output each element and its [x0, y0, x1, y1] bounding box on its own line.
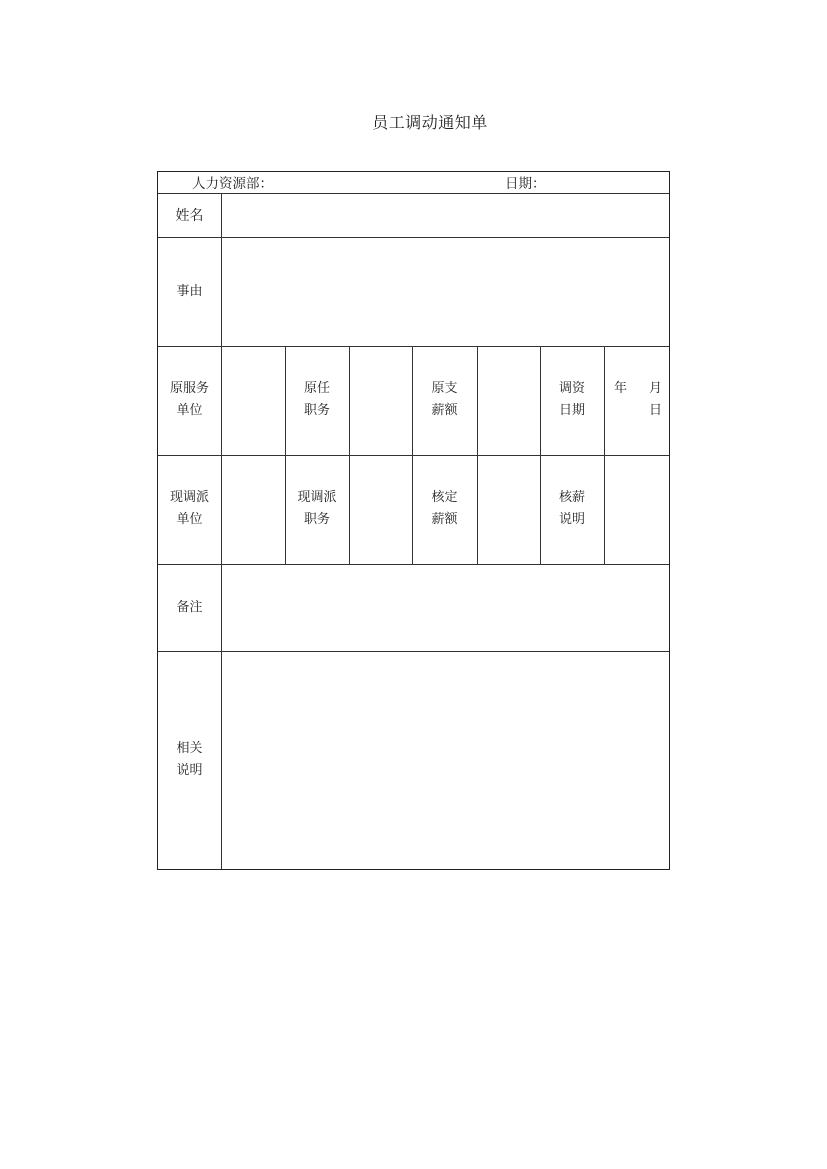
current-position-label-line1: 现调派 [297, 490, 337, 505]
current-position-label-line2: 职务 [303, 512, 330, 527]
salary-adjust-date-label-line2: 日期 [558, 403, 585, 418]
transfer-form [157, 171, 670, 870]
original-unit-label-line1: 原服务 [169, 381, 209, 396]
reason-field[interactable] [222, 238, 669, 346]
date-label: 日期： [505, 176, 546, 192]
current-unit-label-line2: 单位 [176, 512, 203, 527]
original-position-label [285, 378, 349, 422]
salary-note-label-line2: 说明 [558, 512, 585, 527]
salary-note-label [540, 487, 604, 531]
date-year-unit: 年 [614, 381, 628, 396]
approved-salary-label [412, 487, 477, 531]
explanation-label-line2: 说明 [176, 763, 203, 778]
salary-adjust-date-label [540, 378, 604, 422]
salary-adjust-date-label-line1: 调资 [558, 381, 585, 396]
approved-salary-label-line2: 薪额 [431, 512, 458, 527]
salary-note-field[interactable] [605, 456, 669, 564]
original-salary-label-line2: 薪额 [431, 403, 458, 418]
date-day-unit: 日 [649, 403, 663, 418]
original-unit-field[interactable] [222, 347, 285, 455]
original-salary-label [412, 378, 477, 422]
explanation-label-line1: 相关 [176, 741, 203, 756]
original-salary-field[interactable] [478, 347, 540, 455]
name-field[interactable] [222, 194, 669, 237]
current-unit-field[interactable] [222, 456, 285, 564]
original-position-label-line2: 职务 [303, 403, 330, 418]
form-title: 员工调动通知单 [372, 113, 488, 132]
name-label: 姓名 [175, 208, 204, 224]
dept-label: 人力资源部： [192, 176, 273, 192]
explanation-field[interactable] [222, 652, 669, 869]
original-unit-label-line2: 单位 [176, 403, 203, 418]
original-unit-label [158, 378, 221, 422]
salary-note-label-line1: 核薪 [558, 490, 585, 505]
date-month-unit: 月 [649, 381, 663, 396]
original-position-label-line1: 原任 [303, 381, 330, 396]
original-salary-label-line1: 原支 [431, 381, 458, 396]
original-position-field[interactable] [350, 347, 412, 455]
remarks-field[interactable] [222, 565, 669, 651]
current-position-field[interactable] [350, 456, 412, 564]
approved-salary-label-line1: 核定 [431, 490, 458, 505]
approved-salary-field[interactable] [478, 456, 540, 564]
current-unit-label-line1: 现调派 [169, 490, 209, 505]
remarks-label: 备注 [176, 600, 203, 615]
explanation-label [158, 738, 221, 782]
reason-label: 事由 [176, 284, 203, 299]
current-unit-label [158, 487, 221, 531]
current-position-label [285, 487, 349, 531]
